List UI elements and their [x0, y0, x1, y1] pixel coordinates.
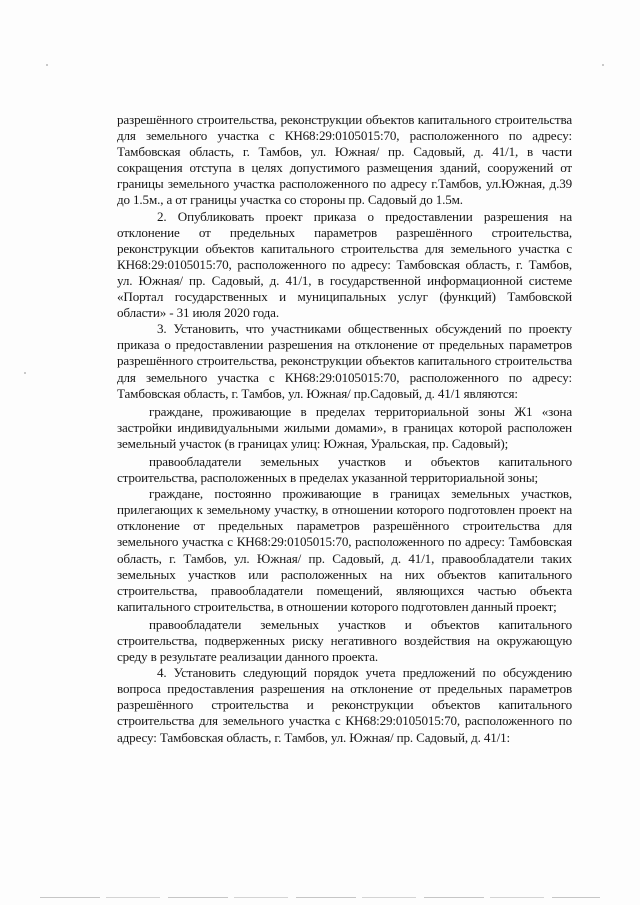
item-3-participants-owners-zone: правообладатели земельных участков и объектов капитального строительства, расположенных в пределах указанной территориальной зоны;	[117, 453, 572, 486]
item-3-participants-adjacent: граждане, постоянно проживающие в границах земельных участков, прилегающих к земельному участку, в отношении которого подготовлен проект на отклонение от предельных параметров разрешённого строительства для земельного участка с КН68:29:0105015:70, расположенного по адресу: Тамбовская область, г. Тамбов, ул. Южная/ пр. Садовый, д. 41/1, правообладатели таких земельных участков или расположенных на них объектов капитального строительства, правообладатели помещений, являющихся частью объекта капитального строительства, в отношении которого подготовлен данный проект;	[117, 486, 572, 614]
item-3-participants-environment: правообладатели земельных участков и объектов капитального строительства, подверженных риску негативного воздействия на окружающую среду в результате реализации данного проекта.	[117, 616, 572, 665]
intro-paragraph: разрешённого строительства, реконструкции объектов капитального строительства для земельного участка с КН68:29:0105015:70, расположенного по адресу: Тамбовская область, г. Тамбов, ул. Южная/ пр. Садовый, д. 41/1, в части сокращения отступа в целях допустимого размещения зданий, сооружений от границы земельного участка расположенного по адресу г.Тамбов, ул.Южная, д.39 до 1.5м., а от границы участка со стороны пр. Садовый до 1.5м.	[117, 112, 572, 208]
item-2-paragraph: 2. Опубликовать проект приказа о предоставлении разрешения на отклонение от предельных параметров разрешённого строительства, реконструкции объектов капитального строительства для земельного участка с КН68:29:0105015:70, расположенного по адресу: Тамбовская область, г. Тамбов, ул. Южная/ пр. Садовый, д. 41/1, в государственной информационной системе «Портал государственных и муниципальных услуг (функций) Тамбовской области» - 31 июля 2020 года.	[117, 208, 572, 321]
scan-speck	[602, 64, 604, 66]
scan-speck	[24, 372, 26, 374]
item-3-paragraph: 3. Установить, что участниками общественных обсуждений по проекту приказа о предоставлении разрешения на отклонение от предельных параметров разрешённого строительства, реконструкции объектов капитального строительства для земельного участка с КН68:29:0105015:70, расположенного по адресу: Тамбовская область, г. Тамбов, ул. Южная/ пр.Садовый, д. 41/1 являются:	[117, 321, 572, 401]
item-4-paragraph: 4. Установить следующий порядок учета предложений по обсуждению вопроса предоставления разрешения на отклонение от предельных параметров разрешённого строительства и реконструкции объектов капитального строительства для земельного участка с КН68:29:0105015:70, расположенного по адресу: Тамбовская область, г. Тамбов, ул. Южная/ пр. Садовый, д. 41/1:	[117, 665, 572, 745]
scan-bottom-edge	[40, 897, 600, 898]
scan-speck	[46, 64, 48, 66]
item-3-participants-residents: граждане, проживающие в пределах территориальной зоны Ж1 «зона застройки индивидуальными жилыми домами», в границах которой расположен земельный участок (в границах улиц: Южная, Уральская, пр. Садовый);	[117, 403, 572, 451]
document-body	[117, 112, 572, 746]
